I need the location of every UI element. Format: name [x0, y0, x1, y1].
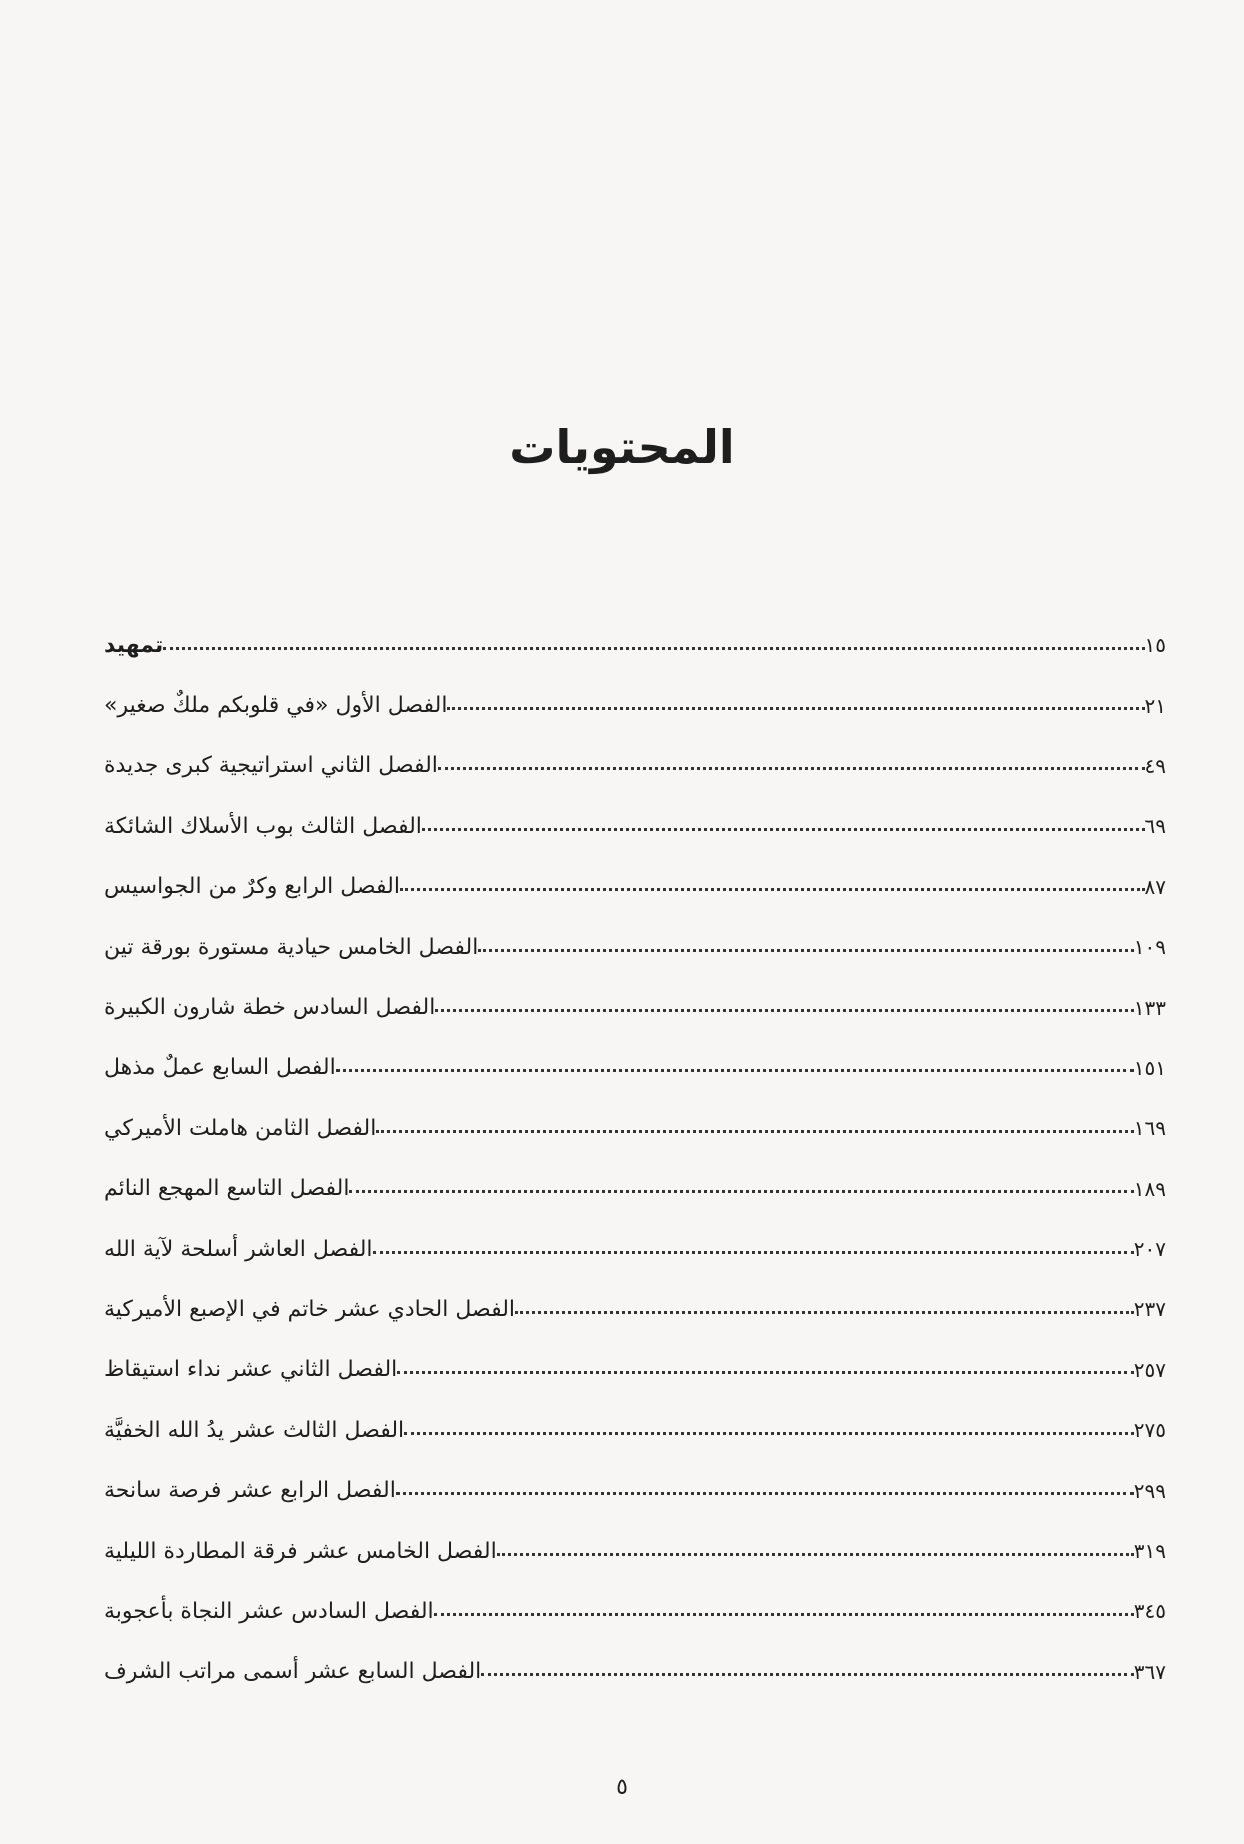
toc-entry-title: الفصل التاسع المهجع النائم: [104, 1176, 350, 1202]
toc-entry-title: تمهيد: [104, 632, 164, 658]
toc-entry-title: الفصل الثاني استراتيجية كبرى جديدة: [104, 753, 438, 779]
toc-entry: [96, 1521, 1170, 1581]
toc-entry-page: ١٣٣: [1133, 995, 1166, 1020]
toc-entry-page: ٢٥٧: [1133, 1357, 1166, 1382]
toc-entry-page: ٢٩٩: [1133, 1478, 1166, 1503]
dot-leader: [373, 1251, 1134, 1254]
toc-entry-title: الفصل الرابع وكرٌ من الجواسيس: [104, 874, 400, 900]
toc-entry-page: ٢٠٧: [1133, 1237, 1166, 1262]
toc-entry: [96, 1400, 1170, 1460]
dot-leader: [481, 1673, 1134, 1676]
toc-entry: [96, 857, 1170, 917]
toc-entry-page: ٦٩: [1144, 814, 1166, 839]
toc-entry: [96, 1219, 1170, 1279]
toc-entry-page: ٢٧٥: [1133, 1418, 1166, 1443]
toc-entry: [96, 1038, 1170, 1098]
toc-entry-title: الفصل الرابع عشر فرصة سانحة: [104, 1478, 396, 1504]
toc-entry: [96, 1159, 1170, 1219]
toc-entry-title: الفصل السابع عشر أسمى مراتب الشرف: [104, 1659, 482, 1685]
toc-entry-title: الفصل الحادي عشر خاتم في الإصبع الأميركية: [104, 1296, 516, 1322]
dot-leader: [163, 647, 1144, 650]
toc-entry-page: ٤٩: [1144, 753, 1166, 778]
toc-entry-title: الفصل الثالث بوب الأسلاك الشائكة: [104, 813, 422, 839]
toc-entry-page: ١٨٩: [1133, 1176, 1166, 1201]
toc-entry-page: ٢١: [1144, 693, 1166, 718]
dot-leader: [349, 1190, 1133, 1193]
toc-entry-page: ١٥: [1144, 633, 1166, 658]
dot-leader: [396, 1492, 1134, 1495]
dot-leader: [515, 1311, 1134, 1314]
toc-entry: [96, 675, 1170, 735]
toc-entry-title: الفصل الثامن هاملت الأميركي: [104, 1115, 377, 1141]
toc-entry: [96, 917, 1170, 977]
toc-entry: [96, 615, 1170, 675]
dot-leader: [336, 1069, 1134, 1072]
dot-leader: [497, 1553, 1134, 1556]
dot-leader: [478, 949, 1133, 952]
toc-entry-title: الفصل الخامس حيادية مستورة بورقة تين: [104, 934, 479, 960]
toc-entry: [96, 736, 1170, 796]
dot-leader: [422, 828, 1145, 831]
toc-entry-title: الفصل السابع عملٌ مذهل: [104, 1055, 336, 1081]
toc-entry: [96, 1581, 1170, 1641]
toc-entry: [96, 1460, 1170, 1520]
toc-entry-page: ١٥١: [1133, 1055, 1166, 1080]
table-of-contents: [96, 615, 1170, 1702]
toc-entry: [96, 1340, 1170, 1400]
toc-entry: [96, 977, 1170, 1037]
toc-entry-page: ١٠٩: [1133, 935, 1166, 960]
dot-leader: [397, 1371, 1133, 1374]
toc-entry: [96, 1279, 1170, 1339]
toc-entry-page: ٣٤٥: [1133, 1599, 1166, 1624]
dot-leader: [438, 767, 1145, 770]
page-number: ٥: [616, 1775, 628, 1800]
toc-entry: [96, 796, 1170, 856]
toc-entry-title: الفصل الثالث عشر يدُ الله الخفيَّة: [104, 1417, 405, 1443]
page-title: المحتويات: [509, 420, 735, 474]
dot-leader: [404, 1432, 1134, 1435]
toc-entry-page: ٣١٩: [1133, 1539, 1166, 1564]
dot-leader: [400, 888, 1145, 891]
toc-entry: [96, 1642, 1170, 1702]
dot-leader: [435, 1009, 1133, 1012]
toc-entry-title: الفصل السادس خطة شارون الكبيرة: [104, 995, 436, 1021]
toc-entry-title: الفصل الثاني عشر نداء استيقاظ: [104, 1357, 398, 1383]
toc-entry-page: ٣٦٧: [1133, 1659, 1166, 1684]
toc-entry-title: الفصل العاشر أسلحة لآية الله: [104, 1236, 373, 1262]
toc-entry-page: ١٦٩: [1133, 1116, 1166, 1141]
dot-leader: [376, 1130, 1133, 1133]
toc-entry-title: الفصل الخامس عشر فرقة المطاردة الليلية: [104, 1538, 497, 1564]
toc-entry: [96, 1098, 1170, 1158]
dot-leader: [447, 707, 1144, 710]
toc-entry-page: ٢٣٧: [1133, 1297, 1166, 1322]
toc-entry-title: الفصل الأول «في قلوبكم ملكٌ صغير»: [104, 693, 448, 719]
dot-leader: [434, 1613, 1134, 1616]
toc-entry-title: الفصل السادس عشر النجاة بأعجوبة: [104, 1598, 434, 1624]
toc-entry-page: ٨٧: [1144, 874, 1166, 899]
